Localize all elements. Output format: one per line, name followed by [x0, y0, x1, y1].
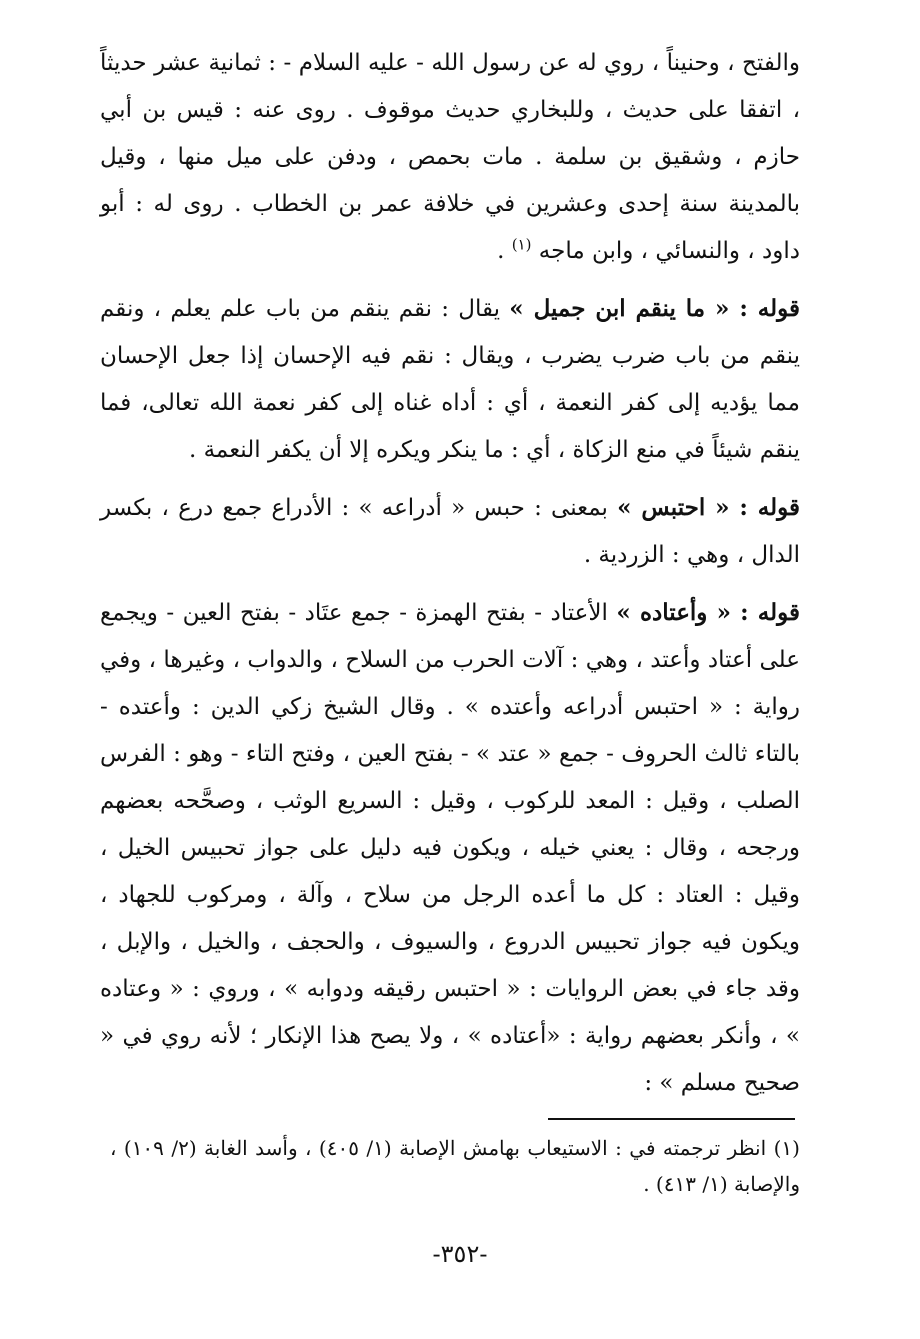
paragraph-atad [100, 589, 800, 1107]
paragraph-lead: قوله : « احتبس » [617, 494, 801, 521]
paragraph-text: الأعتاد - بفتح الهمزة - جمع عتَاد - بفتح العين - ويجمع على أعتاد وأعتد ، وهي : آلات الحرب من السلاح ، والدواب ، وغيرها ، وفي رواية : « احتبس أدراعه وأعتده » . وقال الشيخ زكي الدين : وأعتده - بالتاء ثالث الحروف - جمع « عتد » - بفتح العين ، وفتح التاء - وهو : الفرس الصلب ، وقيل : المعد للركوب ، وقيل : السريع الوثب ، وصحَّحه بعضهم ورجحه ، وقال : يعني خيله ، ويكون فيه دليل على جواز تحبيس الخيل ، وقيل : العتاد : كل ما أعده الرجل من سلاح ، وآلة ، ومركوب للجهاد ، ويكون فيه جواز تحبيس الدروع ، والسيوف ، والحجف ، والخيل ، والإبل ، وقد جاء في بعض الروايات : « احتبس رقيقه ودوابه » ، وروي : « وعتاده » ، وأنكر بعضهم رواية : «أعتاده » ، ولا يصح هذا الإنكار ؛ لأنه روي في « صحيح مسلم » : [100, 600, 800, 1096]
paragraph-text: والفتح ، وحنيناً ، روي له عن رسول الله - عليه السلام - : ثمانية عشر حديثاً ، اتفقا على حديث ، وللبخاري حديث موقوف . روى عنه : قيس بن أبي حازم ، وشقيق بن سلمة . مات بحمص ، ودفن على ميل منها ، وقيل بالمدينة سنة إحدى وعشرين في خلافة عمر بن الخطاب . روى له : أبو داود ، والنسائي ، وابن ماجه [100, 50, 800, 264]
paragraph-tail: . [497, 238, 505, 264]
paragraph-text: يقال : نقم ينقم من باب علم يعلم ، ونقم ينقم من باب ضرب يضرب ، ويقال : نقم فيه الإحسان إذا جعل الإحسان مما يؤديه إلى كفر النعمة ، أي : أداه غناه إلى كفر نعمة الله تعالى، فما ينقم شيئاً في منع الزكاة ، أي : ما ينكر ويكره إلا أن يكفر النعمة . [100, 296, 800, 463]
paragraph-ihtabasa [100, 484, 800, 579]
footnote-divider [548, 1118, 795, 1120]
footnote-reference: (١) [511, 235, 532, 254]
paragraph-text: بمعنى : حبس « أدراعه » : الأدراع جمع درع ، بكسر الدال ، وهي : الزردية . [100, 495, 800, 568]
main-text [100, 40, 800, 1117]
page-number: -٣٥٢- [432, 1240, 488, 1268]
paragraph-ibn-jamil [100, 285, 800, 474]
paragraph-biography [100, 40, 800, 275]
paragraph-lead: قوله : « وأعتاده » [616, 599, 801, 626]
footnote: (١) انظر ترجمته في : الاستيعاب بهامش الإصابة (١/ ٤٠٥) ، وأسد الغابة (٢/ ١٠٩) ، والإصابة (١/ ٤١٣) . [110, 1136, 800, 1196]
paragraph-lead: قوله : « ما ينقم ابن جميل » [509, 295, 800, 322]
